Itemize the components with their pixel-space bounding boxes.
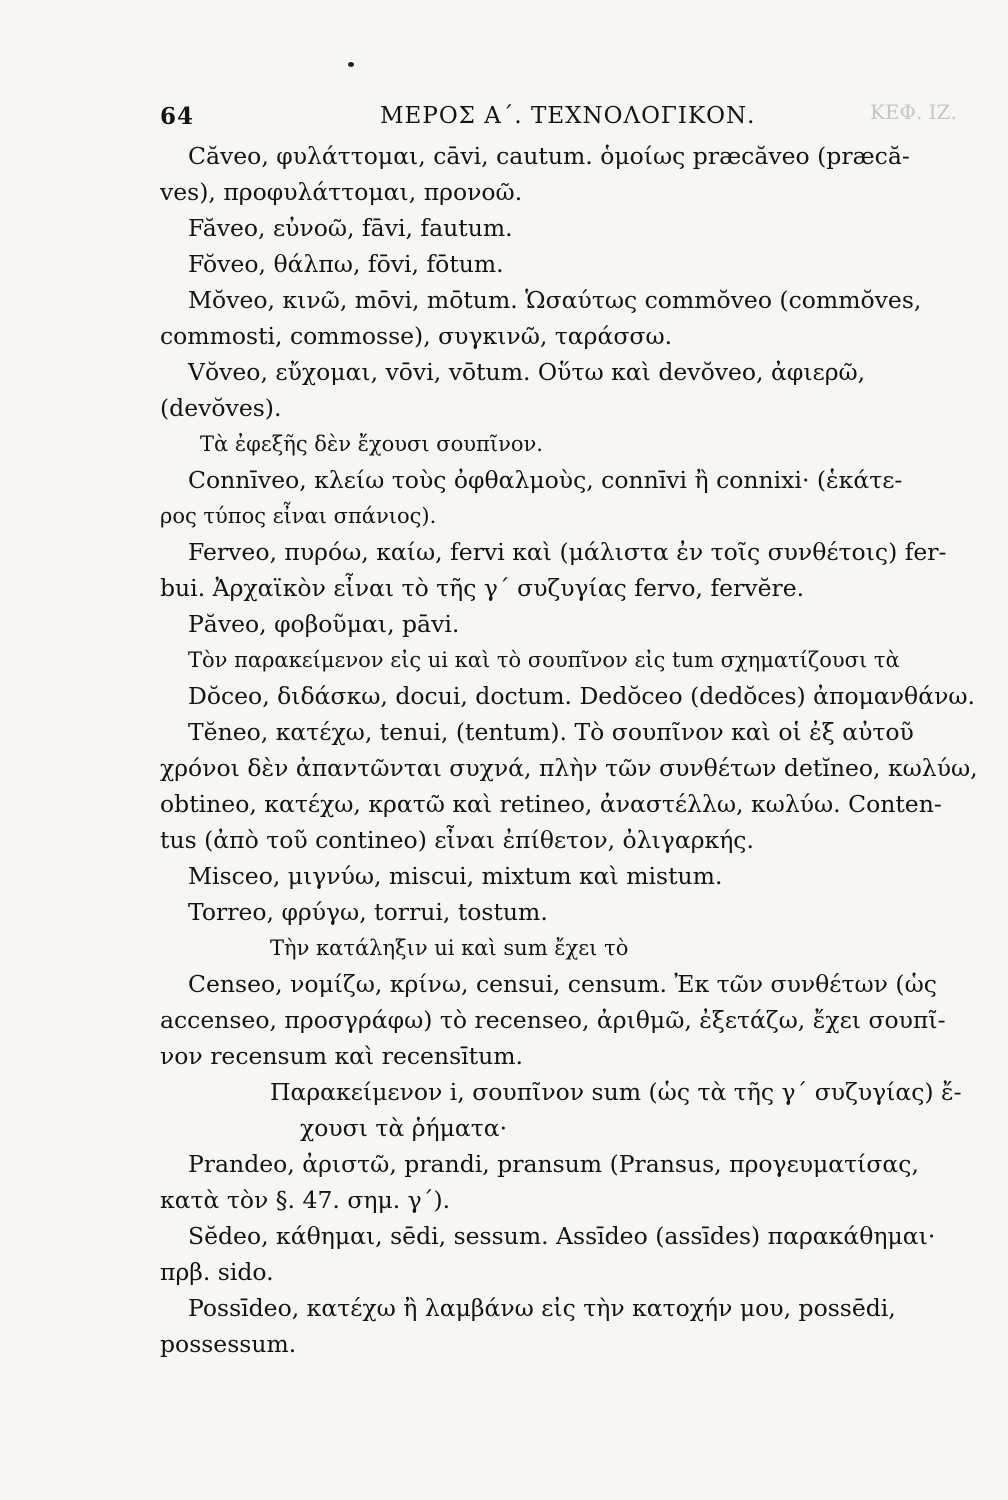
text-line: Vŏveo, εὔχομαι, vōvi, vōtum. Οὕτω καὶ devŏveo, ἀφιερῶ, — [188, 358, 866, 386]
text-line: νον recensum καὶ recensītum. — [160, 1042, 523, 1070]
text-line: Possīdeo, κατέχω ἢ λαμβάνω εἰς τὴν κατοχήν μου, possēdi, — [188, 1294, 896, 1322]
text-line: Τὰ ἐφεξῆς δὲν ἔχουσι σουπῖνον. — [200, 432, 543, 456]
text-line: (devŏves). — [160, 394, 282, 422]
text-line: possessum. — [160, 1330, 297, 1358]
text-line: tus (ἀπὸ τοῦ contineo) εἶναι ἐπίθετον, ὀλιγαρκής. — [160, 826, 754, 854]
text-line: πρβ. sido. — [160, 1258, 274, 1286]
text-line: Căveo, φυλάττομαι, cāvi, cautum. ὁμοίως præcăveo (præcă- — [188, 142, 910, 170]
text-line: Connīveo, κλείω τοὺς ὀφθαλμοὺς, connīvi ἢ connixi· (ἑκάτε- — [188, 466, 903, 494]
text-line: Prandeo, ἀριστῶ, prandi, pransum (Pransus, προγευματίσας, — [188, 1150, 919, 1178]
text-line: χρόνοι δὲν ἀπαντῶνται συχνά, πλὴν τῶν συνθέτων detĭneo, κωλύω, — [160, 754, 978, 782]
text-line: κατὰ τὸν §. 47. σημ. γ΄). — [160, 1186, 451, 1214]
text-line: Παρακείμενον i, σουπῖνον sum (ὡς τὰ τῆς γ΄ συζυγίας) ἔ- — [270, 1078, 962, 1106]
text-line: Păveo, φοβοῦμαι, pāvi. — [188, 610, 460, 638]
text-line: Dŏceo, διδάσκω, docui, doctum. Dedŏceo (dedŏces) ἀπομανθάνω. — [188, 682, 975, 710]
text-line: commosti, commosse), συγκινῶ, ταράσσω. — [160, 322, 673, 350]
ink-dot — [348, 62, 354, 67]
text-line: Torreo, φρύγω, torrui, tostum. — [188, 898, 548, 926]
text-line: bui. Ἀρχαϊκὸν εἶναι τὸ τῆς γ΄ συζυγίας fervo, fervĕre. — [160, 574, 805, 602]
text-line: χουσι τὰ ῥήματα· — [300, 1114, 508, 1142]
body-text — [160, 138, 980, 1362]
text-line: Ferveo, πυρόω, καίω, fervi καὶ (μάλιστα ἐν τοῖς συνθέτοις) fer- — [188, 538, 947, 566]
text-line: Misceo, μιγνύω, miscui, mixtum καὶ mistum. — [188, 862, 723, 890]
text-line: Fŏveo, θάλπω, fōvi, fōtum. — [188, 250, 504, 278]
text-line: obtineo, κατέχω, κρατῶ καὶ retineo, ἀναστέλλω, κωλύω. Conten- — [160, 790, 942, 818]
bleed-through-text: ΚΕΦ. ΙΖ. — [870, 100, 957, 124]
text-line: Tĕneo, κατέχω, tenui, (tentum). Τὸ σουπῖνον καὶ οἱ ἐξ αὐτοῦ — [188, 718, 914, 746]
text-line: Τὸν παρακείμενον εἰς ui καὶ τὸ σουπῖνον εἰς tum σχηματίζουσι τὰ — [188, 648, 900, 672]
text-line: accenseo, προσγράφω) τὸ recenseo, ἀριθμῶ, ἐξετάζω, ἔχει σουπῖ- — [160, 1006, 946, 1034]
page-number: 64 — [160, 103, 195, 130]
text-line: Τὴν κατάληξιν ui καὶ sum ἔχει τὸ — [270, 936, 629, 960]
text-line: Censeo, νομίζω, κρίνω, censui, censum. Ἐκ τῶν συνθέτων (ὡς — [188, 970, 937, 998]
text-line: ves), προφυλάττομαι, προνοῶ. — [160, 178, 523, 206]
text-line: Sĕdeo, κάθημαι, sēdi, sessum. Assīdeo (assīdes) παρακάθημαι· — [188, 1222, 936, 1250]
text-line: Făveo, εὐνοῶ, fāvi, fautum. — [188, 214, 513, 242]
text-line: ρος τύπος εἶναι σπάνιος). — [160, 504, 437, 528]
running-head: ΜΕΡΟΣ Α΄. ΤΕΧΝΟΛΟΓΙΚΟΝ. — [380, 103, 756, 129]
text-line: Mŏveo, κινῶ, mōvi, mōtum. Ὡσαύτως commŏveo (commŏves, — [188, 286, 922, 314]
